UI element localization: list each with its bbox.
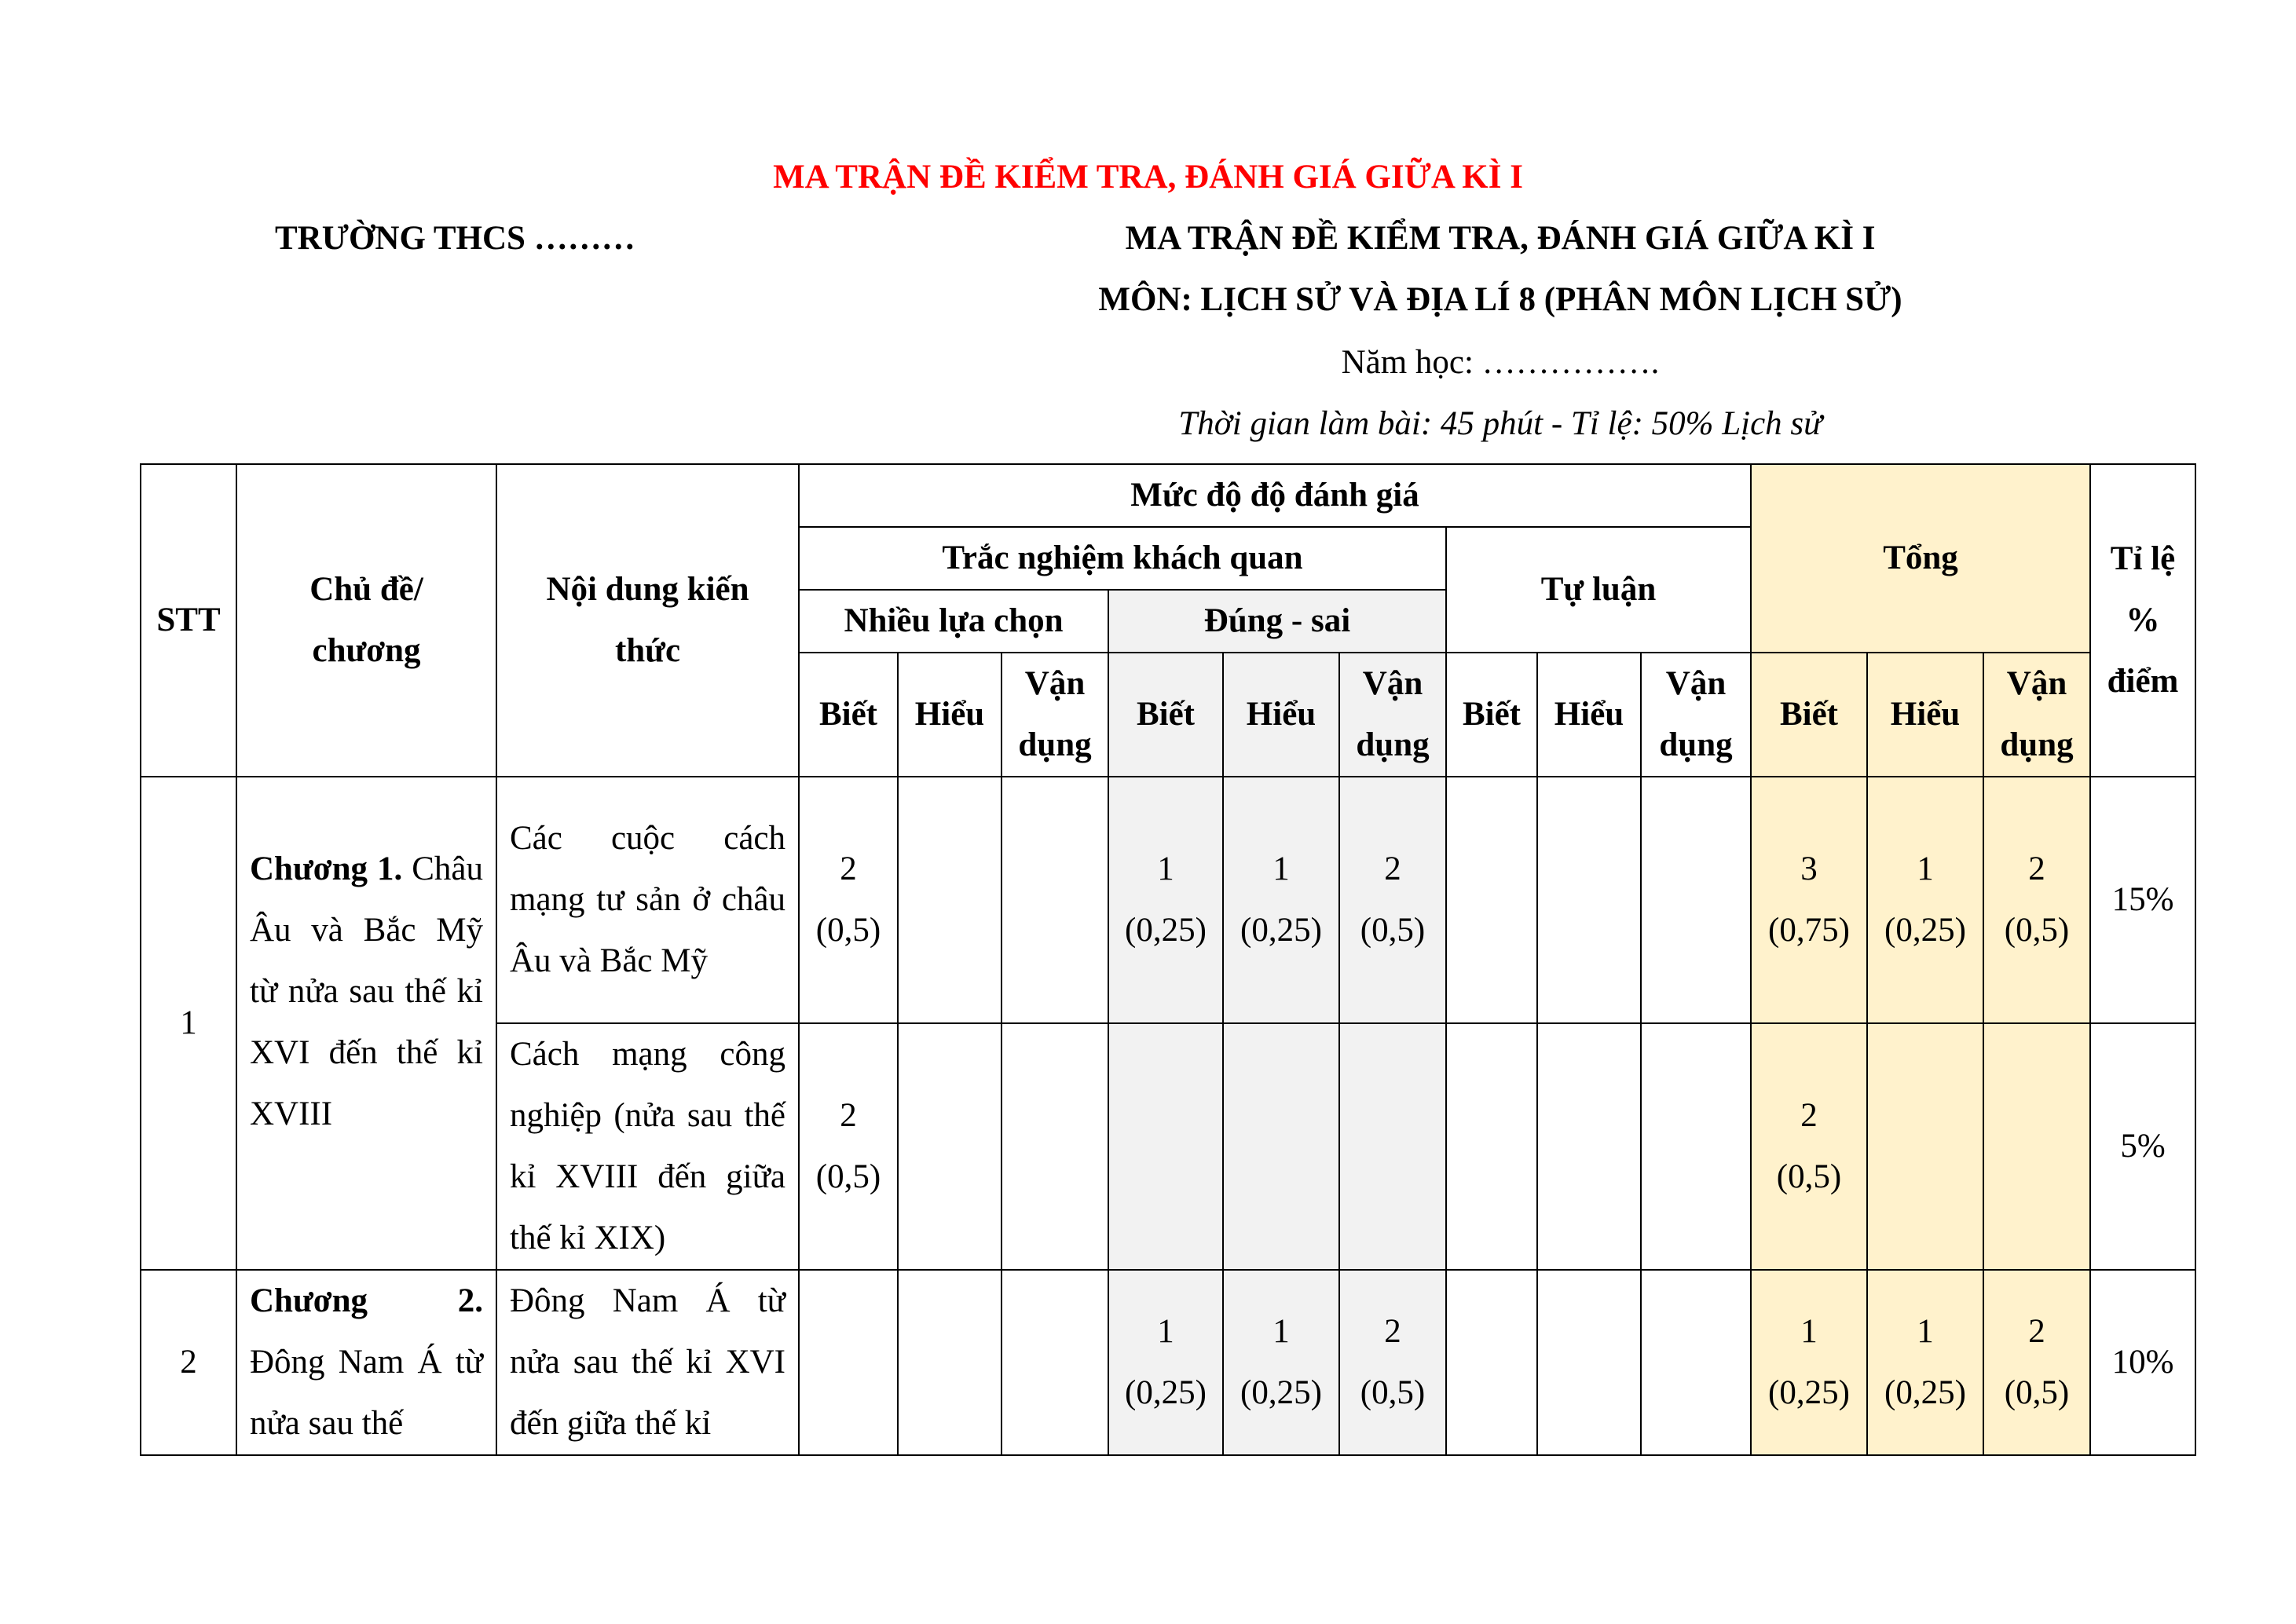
tf-apply-count: 2 <box>1384 1313 1401 1350</box>
total-understand-count: 1 <box>1917 1313 1934 1350</box>
row-topic <box>236 1270 496 1455</box>
essay-understand-cell <box>1537 777 1641 1023</box>
total-understand-cell <box>1867 777 1983 1023</box>
multiple-choice-header: Nhiều lựa chọn <box>799 590 1108 653</box>
table-row <box>141 777 2195 1023</box>
tf-know-count: 1 <box>1157 1313 1174 1350</box>
tf-know-cell <box>1108 1270 1223 1455</box>
essay-apply-line2: dụng <box>1659 726 1733 763</box>
mc-understand-cell <box>898 777 1002 1023</box>
essay-know-cell <box>1446 777 1537 1023</box>
exam-duration: Thời gian làm bài: 45 phút - Tỉ lệ: 50% Lịch sử <box>1178 405 1822 442</box>
essay-know-cell <box>1446 1023 1537 1270</box>
mc-understand-cell <box>898 1270 1002 1455</box>
total-know-points: (0,75) <box>1768 912 1850 949</box>
row-topic <box>236 777 496 1270</box>
total-know-count: 2 <box>1800 1097 1818 1134</box>
mc-apply-cell <box>1002 1270 1108 1455</box>
tf-know-points: (0,25) <box>1125 1374 1207 1411</box>
tf-know-header: Biết <box>1108 653 1223 777</box>
essay-apply-cell <box>1641 777 1751 1023</box>
total-know-points: (0,5) <box>1776 1158 1842 1195</box>
assessment-matrix-table <box>140 463 2196 1456</box>
mc-know-cell <box>799 1023 898 1270</box>
chapter-title: Đông Nam Á từ nửa sau thế <box>250 1344 483 1442</box>
level-header: Mức độ độ đánh giá <box>799 464 1751 527</box>
school-name: TRƯỜNG THCS ……… <box>275 220 635 257</box>
tf-apply-points: (0,5) <box>1360 912 1426 949</box>
tf-know-points: (0,25) <box>1125 912 1207 949</box>
row-content: Cách mạng công nghiệp (nửa sau thế kỉ XVIII đến giữa thế kỉ XIX) <box>496 1023 799 1270</box>
tf-apply-points: (0,5) <box>1360 1374 1426 1411</box>
topic-header-line1: Chủ đề/ <box>309 571 423 608</box>
mc-know-cell <box>799 1270 898 1455</box>
essay-apply-cell <box>1641 1270 1751 1455</box>
row-content: Các cuộc cách mạng tư sản ở châu Âu và Bắc Mỹ <box>496 777 799 1023</box>
ratio-header-line1: Tỉ lệ <box>2110 540 2176 577</box>
tf-know-cell <box>1108 777 1223 1023</box>
tf-apply-line2: dụng <box>1356 726 1430 763</box>
table-row <box>141 1270 2195 1455</box>
total-understand-points: (0,25) <box>1884 912 1966 949</box>
total-apply-cell <box>1983 777 2090 1023</box>
tf-understand-count: 1 <box>1273 850 1290 887</box>
ratio-header-line3: điểm <box>2107 663 2179 700</box>
essay-understand-header: Hiểu <box>1537 653 1641 777</box>
total-know-header: Biết <box>1751 653 1867 777</box>
tf-understand-count: 1 <box>1273 1313 1290 1350</box>
mc-know-cell <box>799 777 898 1023</box>
tf-apply-count: 2 <box>1384 850 1401 887</box>
content-header-line2: thức <box>614 632 681 669</box>
topic-header-line2: chương <box>312 632 421 669</box>
ratio-header-line2: % <box>2126 602 2160 638</box>
total-apply-cell <box>1983 1270 2090 1455</box>
total-apply-points: (0,5) <box>2004 912 2070 949</box>
total-understand-cell <box>1867 1023 1983 1270</box>
ratio-cell: 10% <box>2090 1270 2195 1455</box>
essay-understand-cell <box>1537 1270 1641 1455</box>
essay-know-cell <box>1446 1270 1537 1455</box>
essay-know-header: Biết <box>1446 653 1537 777</box>
total-apply-count: 2 <box>2028 850 2045 887</box>
row-stt: 2 <box>141 1270 236 1455</box>
ratio-header <box>2090 464 2195 777</box>
header-row-1 <box>141 464 2195 527</box>
mc-apply-cell <box>1002 777 1108 1023</box>
essay-apply-header <box>1641 653 1751 777</box>
mc-know-count: 2 <box>840 1097 857 1134</box>
subject-heading: MÔN: LỊCH SỬ VÀ ĐỊA LÍ 8 (PHÂN MÔN LỊCH SỬ) <box>1098 281 1902 318</box>
total-apply-cell <box>1983 1023 2090 1270</box>
tf-apply-header <box>1339 653 1446 777</box>
total-apply-line1: Vận <box>2006 665 2067 702</box>
total-understand-cell <box>1867 1270 1983 1455</box>
content-header-line1: Nội dung kiến <box>546 571 749 608</box>
ratio-cell: 15% <box>2090 777 2195 1023</box>
mc-apply-line1: Vận <box>1024 665 1086 702</box>
chapter-label: Chương 1. <box>250 850 403 887</box>
document-title: MA TRẬN ĐỀ KIỂM TRA, ĐÁNH GIÁ GIỮA KÌ I <box>773 159 1523 196</box>
total-know-count: 3 <box>1800 850 1818 887</box>
mc-apply-cell <box>1002 1023 1108 1270</box>
essay-header: Tự luận <box>1446 527 1751 653</box>
matrix-heading: MA TRẬN ĐỀ KIỂM TRA, ĐÁNH GIÁ GIỮA KÌ I <box>1125 220 1876 257</box>
total-know-cell <box>1751 1023 1867 1270</box>
tf-understand-cell <box>1223 1023 1339 1270</box>
stt-header: STT <box>141 464 236 777</box>
essay-understand-cell <box>1537 1023 1641 1270</box>
total-apply-line2: dụng <box>2000 726 2074 763</box>
tf-know-count: 1 <box>1157 850 1174 887</box>
mc-understand-header: Hiểu <box>898 653 1002 777</box>
total-understand-header: Hiểu <box>1867 653 1983 777</box>
tf-apply-cell <box>1339 1270 1446 1455</box>
ratio-cell: 5% <box>2090 1023 2195 1270</box>
tf-understand-header: Hiểu <box>1223 653 1339 777</box>
total-apply-count: 2 <box>2028 1313 2045 1350</box>
row-stt: 1 <box>141 777 236 1270</box>
total-header: Tổng <box>1751 464 2090 653</box>
mc-apply-line2: dụng <box>1018 726 1092 763</box>
chapter-label: Chương 2. <box>250 1282 483 1319</box>
tf-apply-line1: Vận <box>1362 665 1423 702</box>
mc-understand-cell <box>898 1023 1002 1270</box>
total-apply-header <box>1983 653 2090 777</box>
total-know-points: (0,25) <box>1768 1374 1850 1411</box>
true-false-header: Đúng - sai <box>1108 590 1446 653</box>
essay-apply-line1: Vận <box>1665 665 1727 702</box>
objective-header: Trắc nghiệm khách quan <box>799 527 1446 590</box>
total-understand-points: (0,25) <box>1884 1374 1966 1411</box>
tf-apply-cell <box>1339 1023 1446 1270</box>
mc-know-points: (0,5) <box>815 1158 881 1195</box>
tf-apply-cell <box>1339 777 1446 1023</box>
mc-apply-header <box>1002 653 1108 777</box>
tf-understand-cell <box>1223 1270 1339 1455</box>
content-header <box>496 464 799 777</box>
total-know-cell <box>1751 777 1867 1023</box>
mc-know-count: 2 <box>840 850 857 887</box>
tf-understand-cell <box>1223 777 1339 1023</box>
total-know-cell <box>1751 1270 1867 1455</box>
school-year: Năm học: ……………. <box>1341 344 1660 381</box>
total-know-count: 1 <box>1800 1313 1818 1350</box>
tf-know-cell <box>1108 1023 1223 1270</box>
chapter-title: Châu Âu và Bắc Mỹ từ nửa sau thế kỉ XVI đến thế kỉ XVIII <box>250 850 483 1132</box>
essay-apply-cell <box>1641 1023 1751 1270</box>
total-understand-count: 1 <box>1917 850 1934 887</box>
tf-understand-points: (0,25) <box>1240 1374 1322 1411</box>
total-apply-points: (0,5) <box>2004 1374 2070 1411</box>
mc-know-header: Biết <box>799 653 898 777</box>
row-content: Đông Nam Á từ nửa sau thế kỉ XVI đến giữa thế kỉ <box>496 1270 799 1455</box>
mc-know-points: (0,5) <box>815 912 881 949</box>
tf-understand-points: (0,25) <box>1240 912 1322 949</box>
topic-header <box>236 464 496 777</box>
